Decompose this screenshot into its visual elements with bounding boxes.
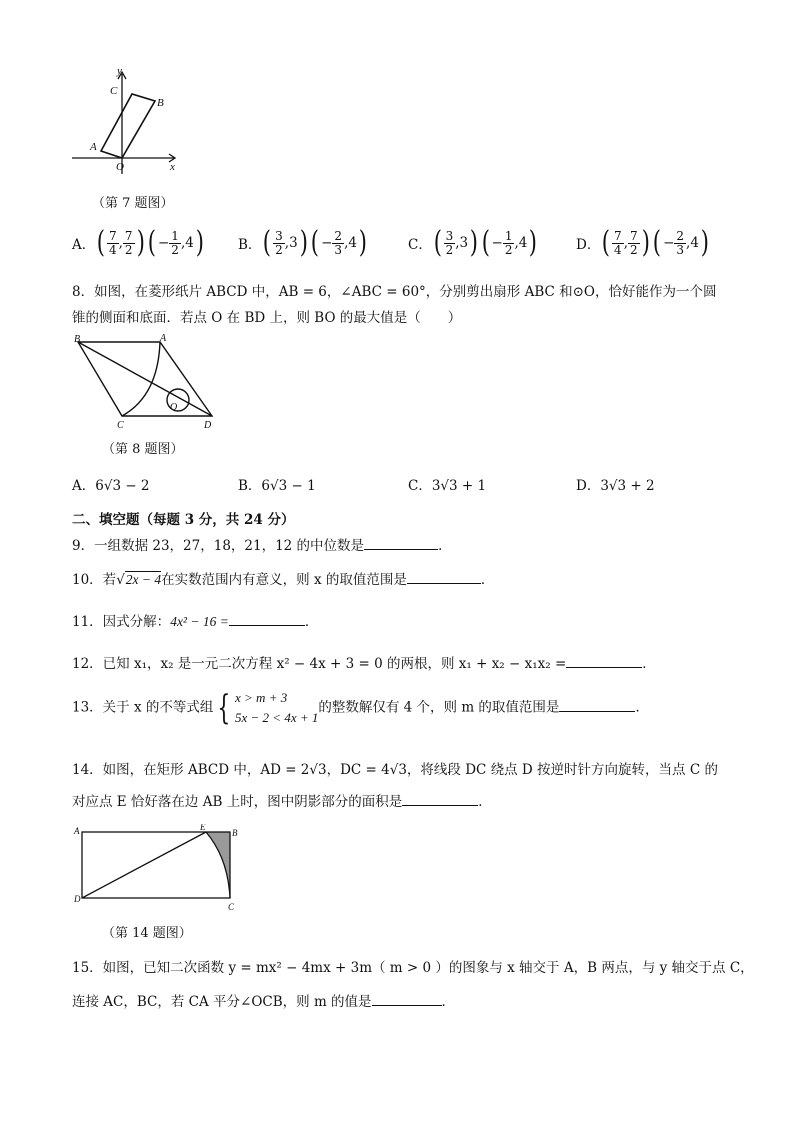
q8-text-line2: 锥的侧面和底面．若点 O 在 BD 上，则 BO 的最大值是（ ） bbox=[72, 310, 462, 326]
q9-line: 9．一组数据 23，27，18，21，12 的中位数是 ． bbox=[72, 534, 452, 554]
q15-answer-blank[interactable] bbox=[372, 991, 442, 1006]
q7-label-b: B bbox=[157, 97, 164, 109]
q8-option-b[interactable]: B．6√3 − 1 bbox=[238, 478, 316, 494]
q12-line: 12．已知 x₁，x₂ 是一元二次方程 x² − 4x + 3 = 0 的两根，则 x₁ + x₂ − x₁x₂ = ． bbox=[72, 652, 656, 672]
q15-line2: 连接 AC，BC，若 CA 平分∠OCB，则 m 的值是 ． bbox=[72, 990, 455, 1010]
q14-label-d: D bbox=[74, 894, 81, 904]
q7-option-d[interactable]: D． ( $\frac{7}{4}$ , $\frac{7}{2}$ ) ( − $\frac{2}{3}$ , 4 ) bbox=[576, 225, 709, 260]
q7-option-b[interactable]: B． ( $\frac{3}{2}$ , 3 ) ( − $\frac{2}{3}$ , 4 ) bbox=[238, 225, 367, 260]
q7-option-a[interactable]: A． ( $\frac{7}{4}$ , $\frac{7}{2}$ ) ( − $\frac{1}{2}$ , 4 ) bbox=[72, 225, 204, 260]
q14-label-a: A bbox=[74, 826, 80, 836]
q8-label-a: A bbox=[160, 334, 167, 344]
q7-label-y: y bbox=[117, 66, 122, 77]
q7-caption: （第 7 题图） bbox=[92, 196, 174, 211]
q10-line: 10．若√2x − 4在实数范围内有意义，则 x 的取值范围是 ． bbox=[72, 568, 494, 588]
q13-inequality-system: { x > m + 3 5x − 2 < 4x + 1 bbox=[217, 688, 319, 728]
q11-answer-blank[interactable] bbox=[229, 611, 305, 626]
q10-radicand: 2x − 4 bbox=[125, 572, 162, 587]
q14-line2: 对应点 E 恰好落在边 AB 上时，图中阴影部分的面积是 ． bbox=[72, 790, 492, 810]
q8-option-a[interactable]: A．6√3 − 2 bbox=[72, 478, 150, 494]
q14-figure bbox=[72, 824, 240, 914]
q7-label-o: O bbox=[116, 161, 124, 173]
q8-label-c: C bbox=[117, 420, 124, 431]
q7-label-a: A bbox=[90, 141, 97, 153]
q8-option-d[interactable]: D．3√3 + 2 bbox=[576, 478, 655, 494]
q7-figure bbox=[70, 66, 182, 178]
q9-text: 9．一组数据 23，27，18，21，12 的中位数是 bbox=[72, 538, 365, 554]
q7-label-c: C bbox=[110, 85, 118, 97]
q9-answer-blank[interactable] bbox=[364, 535, 438, 550]
q7-option-c[interactable]: C． ( $\frac{3}{2}$ , 3 ) ( − $\frac{1}{2}$ , 4 ) bbox=[408, 225, 538, 260]
q13-answer-blank[interactable] bbox=[559, 697, 635, 712]
q8-text-line1: 8．如图，在菱形纸片 ABCD 中，AB = 6，∠ABC = 60°，分别剪出扇形 ABC 和⊙O，恰好能作为一个圆 bbox=[72, 284, 717, 300]
q14-caption: （第 14 题图） bbox=[102, 926, 192, 941]
q14-text-line1: 14．如图，在矩形 ABCD 中，AD = 2√3，DC = 4√3，将线段 DC 绕点 D 按逆时针方向旋转，当点 C 的 bbox=[72, 762, 718, 778]
q14-label-b: B bbox=[232, 828, 238, 838]
q7-label-x: x bbox=[170, 161, 175, 173]
section-title-fill-in: 二、填空题（每题 3 分，共 24 分） bbox=[72, 512, 295, 528]
q14-answer-blank[interactable] bbox=[402, 791, 478, 806]
q13-line: 13．关于 x 的不等式组 { x > m + 3 5x − 2 < 4x + 1 的整数解仅有 4 个，则 m 的取值范围是 ． bbox=[72, 688, 649, 728]
q8-label-b: B bbox=[74, 334, 81, 345]
q15-text-line1: 15．如图，已知二次函数 y = mx² − 4mx + 3m（ m > 0 ）的图象与 x 轴交于 A，B 两点，与 y 轴交于点 C， bbox=[72, 960, 754, 976]
q10-answer-blank[interactable] bbox=[407, 569, 481, 584]
q8-option-c[interactable]: C．3√3 + 1 bbox=[408, 478, 487, 494]
q11-line: 11．因式分解：4x² − 16 = ． bbox=[72, 610, 318, 630]
q8-label-d: D bbox=[204, 420, 212, 431]
q8-figure bbox=[72, 334, 222, 432]
q14-label-c: C bbox=[228, 902, 235, 912]
q8-caption: （第 8 题图） bbox=[102, 442, 184, 457]
q12-answer-blank[interactable] bbox=[566, 653, 642, 668]
q8-label-o: O bbox=[170, 402, 178, 413]
q14-label-e: E bbox=[200, 824, 206, 832]
